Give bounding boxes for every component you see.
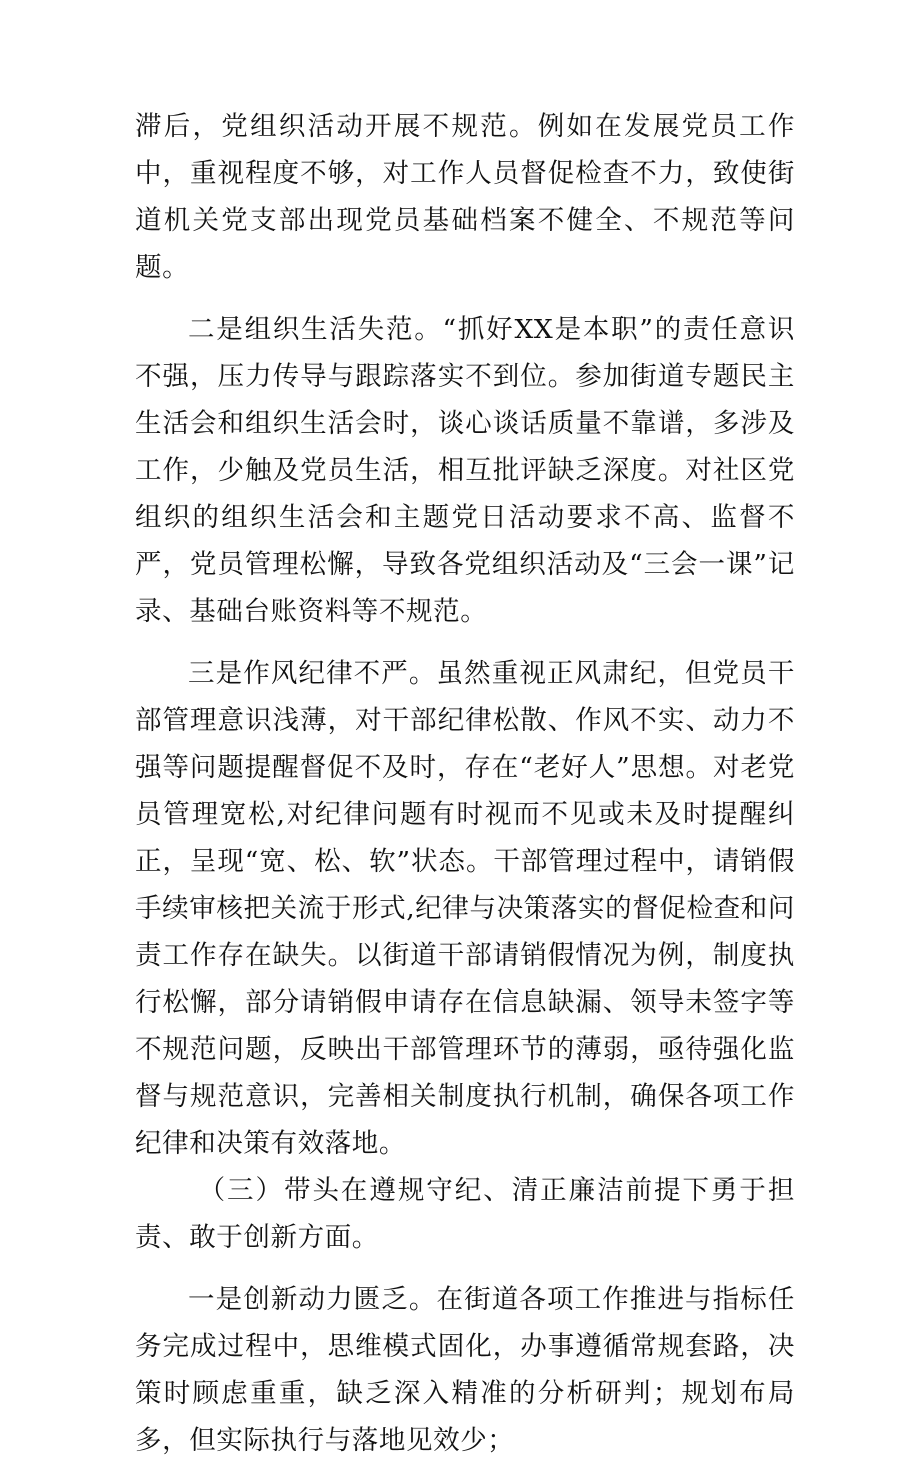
paragraph-work-style-discipline: 三是作风纪律不严。虽然重视正风肃纪，但党员干部管理意识浅薄，对干部纪律松散、作风不实、动力不强等问题提醒督促不及时，存在“老好人”思想。对老党员管理宽松,对纪律问题有时视而不见或未及时提醒纠正，呈现“宽、松、软”状态。干部管理过程中，请销假手续审核把关流于形式,纪律与决策落实的督促检查和问责工作存在缺失。以街道干部请销假情况为例，制度执行松懈，部分请销假申请存在信息缺漏、领导未签字等不规范问题，反映出干部管理环节的薄弱，亟待强化监督与规范意识，完善相关制度执行机制，确保各项工作纪律和决策有效落地。 [135,658,795,1159]
paragraph-innovation: 一是创新动力匮乏。在街道各项工作推进与指标任务完成过程中，思维模式固化，办事遵循常规套路，决策时顾虑重重，缺乏深入精准的分析研判；规划布局多，但实际执行与落地见效少； [135,1284,795,1456]
paragraph-organization-life: 二是组织生活失范。“抓好XX是本职”的责任意识不强，压力传导与跟踪落实不到位。参加街道专题民主生活会和组织生活会时，谈心谈话质量不靠谱，多涉及工作，少触及党员生活，相互批评缺乏深度。对社区党组织的组织生活会和主题党日活动要求不高、监督不严，党员管理松懈，导致各党组织活动及“三会一课”记录、基础台账资料等不规范。 [135,314,795,627]
paragraph-continuation: 滞后，党组织活动开展不规范。例如在发展党员工作中，重视程度不够，对工作人员督促检查不力，致使街道机关党支部出现党员基础档案不健全、不规范等问题。 [135,111,795,283]
document-body [135,103,795,1464]
section-heading-three: （三）带头在遵规守纪、清正廉洁前提下勇于担责、敢于创新方面。 [135,1175,795,1253]
